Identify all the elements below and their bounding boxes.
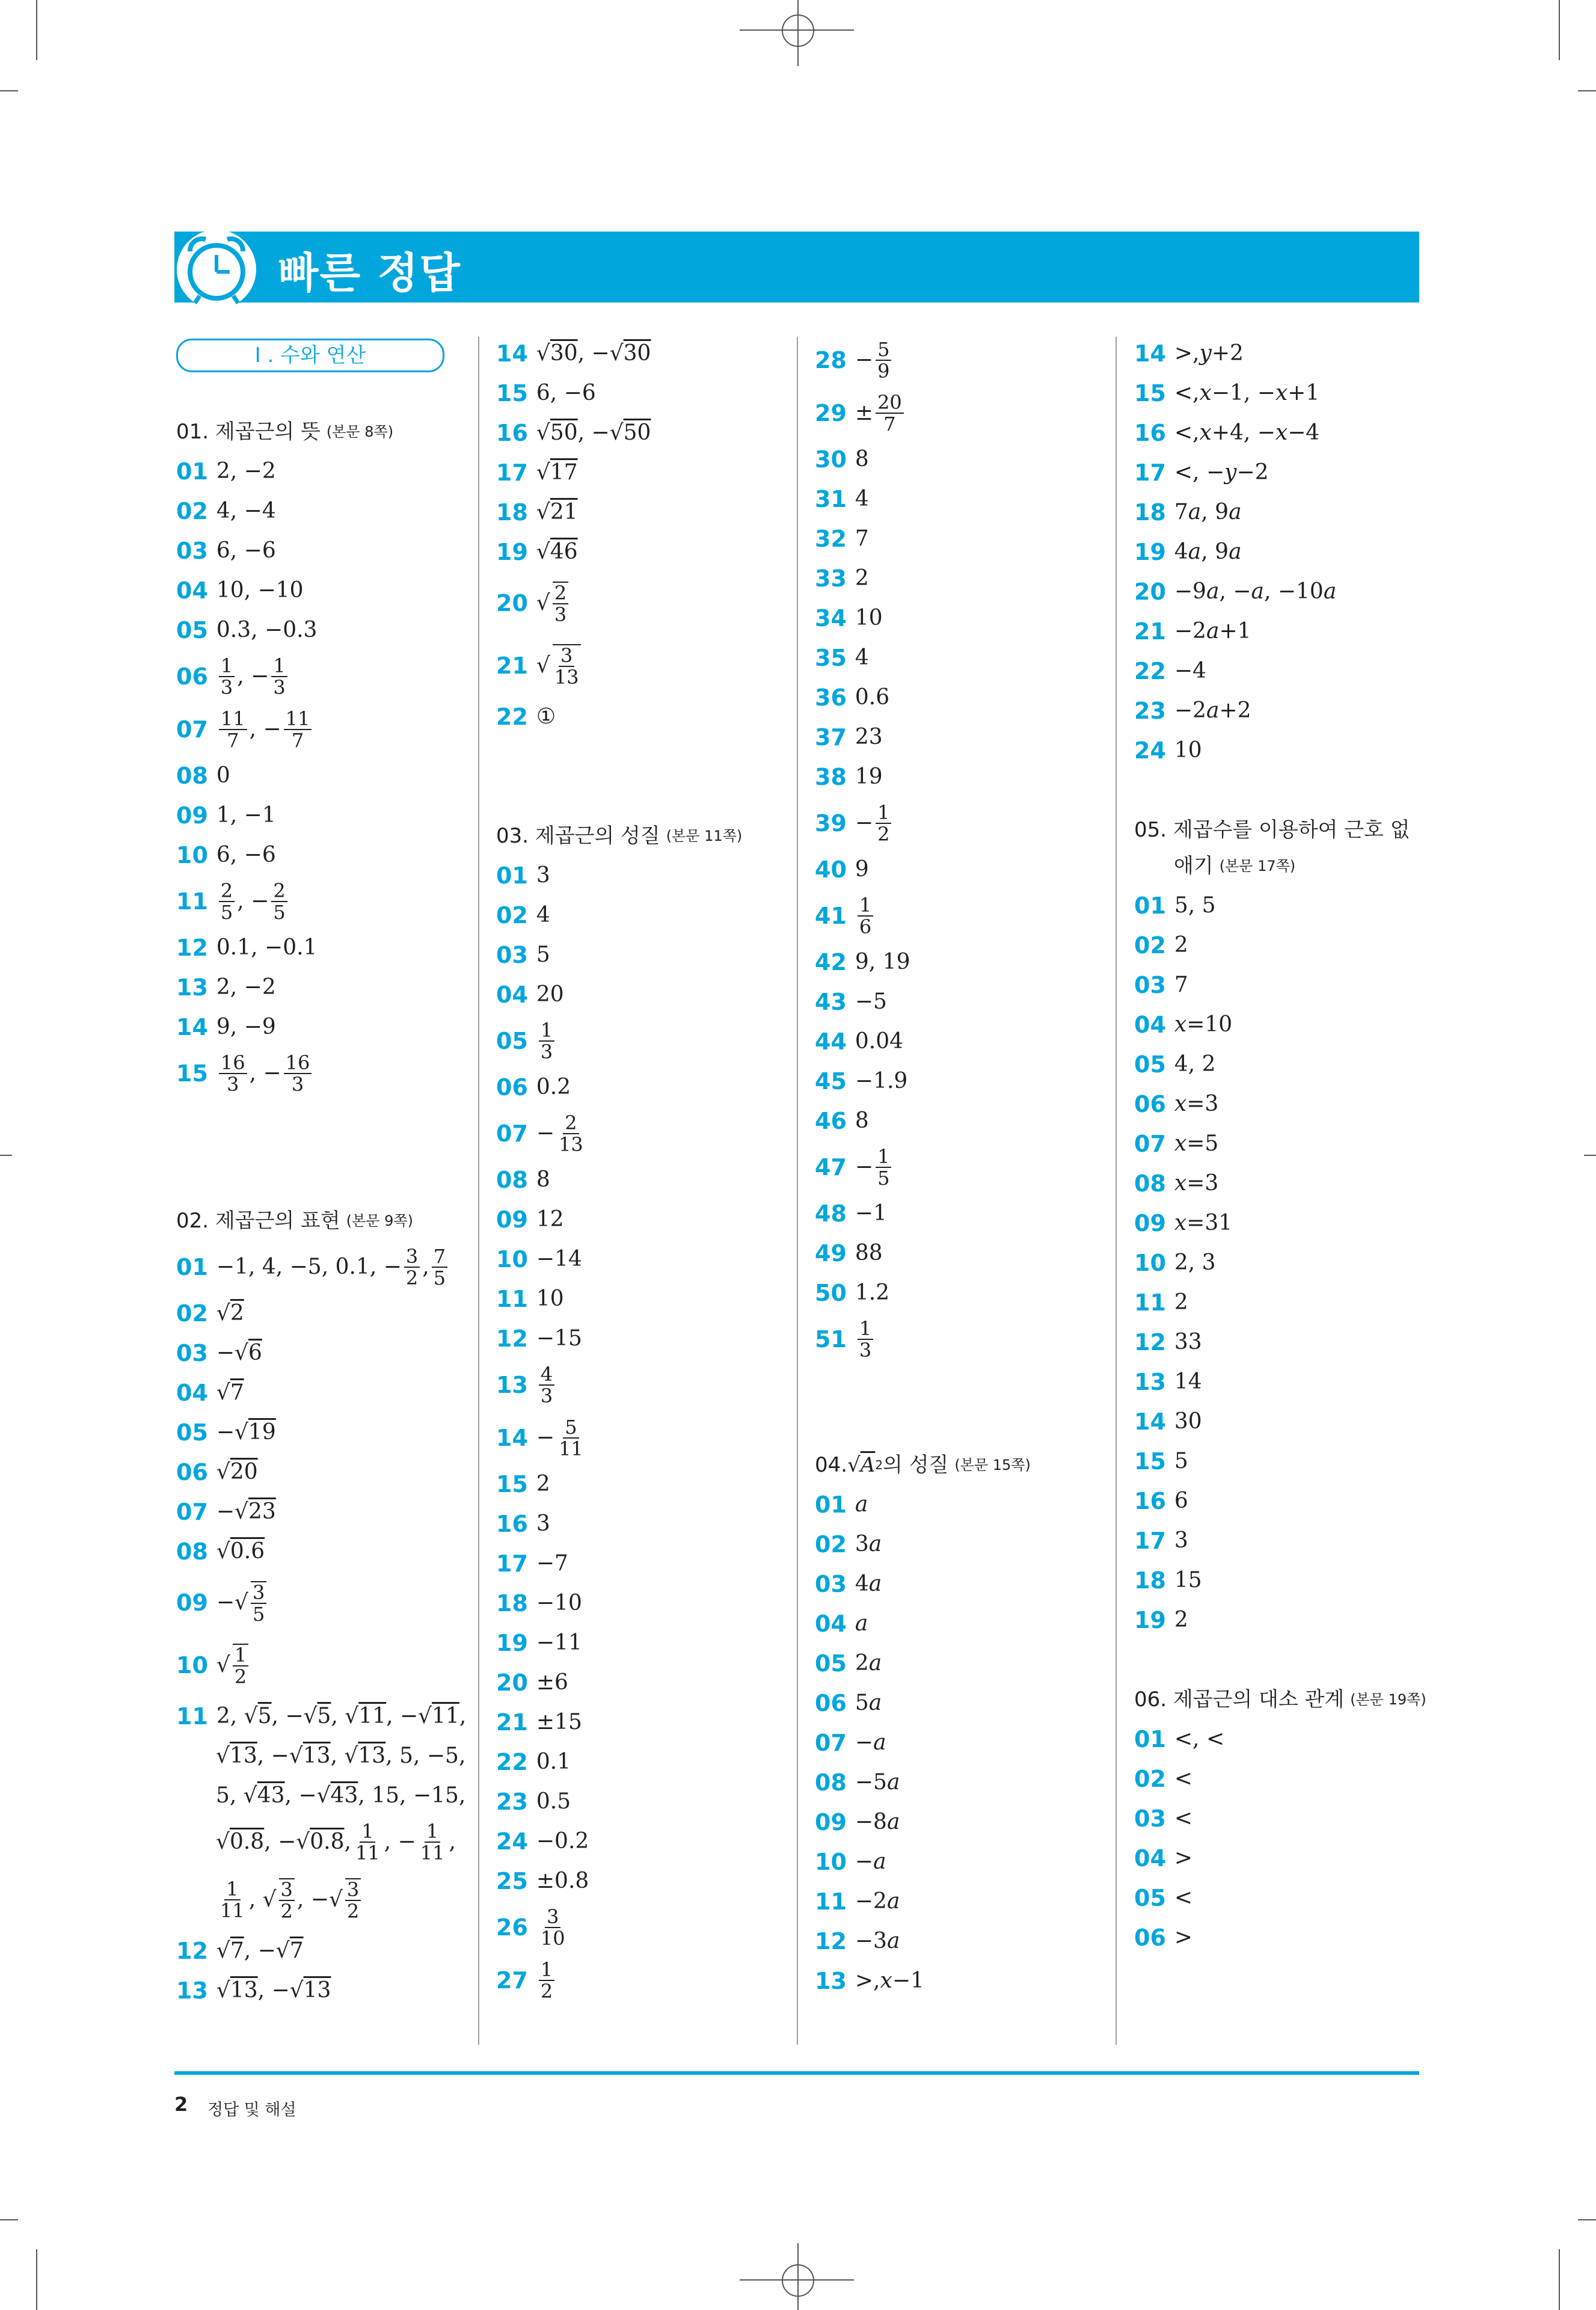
answer-row: 21 ±15 <box>496 1709 582 1736</box>
answer-row: 01 −1, 4, −5, 0.1, − $\frac{3}{2}$ , $\frac{7}{5}$ <box>176 1241 474 1294</box>
answer-row: 33 2 <box>815 565 869 592</box>
answer-row: 14 >, y +2 <box>1134 340 1244 367</box>
answer-row: 07 − $\frac{2}{13}$ <box>496 1111 583 1156</box>
answer-continuation: √ 13 , −√ 13 , √ 13 , 5, −5, <box>216 1743 466 1768</box>
answer-row: 17 3 <box>1134 1528 1188 1554</box>
answer-row: 06 5 a <box>815 1690 882 1716</box>
answer-row: 16 3 <box>496 1511 550 1537</box>
answer-row: 34 10 <box>815 605 883 631</box>
answer-row: 12 −15 <box>496 1325 582 1352</box>
answer-row: 12 33 <box>1134 1329 1202 1356</box>
answer-row: 08 −5 a <box>815 1769 900 1796</box>
crop-mark <box>1584 1155 1596 1156</box>
column-1 <box>176 334 474 2010</box>
answer-row: 09 1, −1 <box>176 802 276 829</box>
answer-row: 30 8 <box>815 446 869 473</box>
registration-mark <box>740 29 854 31</box>
answer-row: 06 > <box>1134 1924 1193 1951</box>
unit-label: I . 수와 연산 <box>176 339 444 372</box>
answer-row: 21 −2 a +1 <box>1134 618 1251 645</box>
registration-mark <box>797 0 799 66</box>
answer-row: 36 0.6 <box>815 684 890 711</box>
answer-continuation: 5, √ 43 , −√ 43 , 15, −15, <box>216 1783 466 1808</box>
answer-row: 19 4 a , 9 a <box>1134 539 1242 565</box>
answer-row: 20 ±6 <box>496 1670 568 1696</box>
answer-row: 16 6 <box>1134 1488 1188 1514</box>
answer-row: 38 19 <box>815 764 883 790</box>
answer-row: 09 −8 a <box>815 1809 900 1835</box>
answer-row: 13 $\frac{4}{3}$ <box>496 1359 794 1411</box>
answer-row: 19 2 <box>1134 1607 1188 1633</box>
section-title: 02. 제곱근의 표현 (본문 9쪽) <box>176 1209 413 1233</box>
answer-row: 49 88 <box>815 1240 883 1267</box>
answer-row: 12 −3 a <box>815 1928 900 1955</box>
answer-row: 12 0.1, −0.1 <box>176 935 318 961</box>
footer-rule <box>174 2071 1419 2075</box>
answer-row: 10 −14 <box>496 1246 582 1273</box>
answer-row: 10 − a <box>815 1849 886 1875</box>
answer-row: 28 − $\frac{5}{9}$ <box>815 334 1113 387</box>
answer-row: 32 7 <box>815 526 869 552</box>
answer-row: 19 √ 46 <box>496 539 578 565</box>
crop-mark <box>0 90 18 91</box>
answer-row: 05 $\frac{1}{3}$ <box>496 1015 794 1067</box>
answer-row: 18 √ 21 <box>496 499 578 526</box>
answer-row: 19 −11 <box>496 1630 582 1656</box>
answer-row: 22 0.1 <box>496 1749 571 1775</box>
answer-row: 13 √ 13 , −√ 13 <box>176 1977 331 2004</box>
registration-mark <box>740 2279 854 2281</box>
answer-row: 09 12 <box>496 1206 564 1233</box>
answer-row: 18 7 a , 9 a <box>1134 499 1242 526</box>
answer-row: 48 −1 <box>815 1200 887 1227</box>
crop-mark <box>0 2219 18 2220</box>
answer-row: 07 − a <box>815 1730 886 1756</box>
answer-row: 07 −√ 23 <box>176 1499 276 1525</box>
answer-row: 11 −2 a <box>815 1888 900 1915</box>
answer-row: 08 x =3 <box>1134 1170 1219 1197</box>
section-title: 06. 제곱근의 대소 관계 (본문 19쪽) <box>1134 1688 1426 1712</box>
answer-row: 11 2, √ 5 , −√ 5 , √ 11 , −√ 11 , <box>176 1703 467 1730</box>
answer-row: 46 8 <box>815 1108 869 1134</box>
answer-row: 12 √ 7 , −√ 7 <box>176 1938 304 1964</box>
answer-row: 08 √ 0.6 <box>176 1538 265 1565</box>
answer-row: 11 2 <box>1134 1289 1188 1316</box>
answer-row: 20 −9 a , − a , −10 a <box>1134 579 1337 605</box>
answer-row: 14 9, −9 <box>176 1014 276 1040</box>
answer-row: 01 a <box>815 1491 868 1518</box>
answer-row: 21 √ $\frac{3}{13}$ <box>496 634 794 697</box>
answer-row: 23 0.5 <box>496 1789 571 1815</box>
answer-continuation: √ 0.8 , −√ 0.8 , $\frac{1}{11}$ , − $\frac{1}{11}$ , <box>216 1820 456 1864</box>
answer-row: 04 10, −10 <box>176 577 304 604</box>
answer-row: 10 2, 3 <box>1134 1250 1216 1276</box>
answer-row: 29 ± $\frac{20}{7}$ <box>815 387 1113 440</box>
answer-row: 16 √ 50 , −√ 50 <box>496 420 651 446</box>
answer-row: 37 23 <box>815 724 883 751</box>
answer-continuation: $\frac{1}{11}$ , √ $\frac{3}{2}$ , −√ $\frac{3}{2}$ <box>176 1869 474 1931</box>
answer-row: 04 x =10 <box>1134 1012 1233 1038</box>
page-title: 빠른 정답 <box>278 248 461 298</box>
answer-row: 18 15 <box>1134 1567 1202 1594</box>
answer-row: 02 4, −4 <box>176 498 276 524</box>
answer-row: 07 x =5 <box>1134 1131 1219 1157</box>
section-title: 05. 제곱수를 이용하여 근호 없 <box>1134 818 1410 842</box>
answer-row: 05 −√ 19 <box>176 1419 276 1446</box>
crop-mark <box>0 1155 12 1156</box>
answer-row: 15 2 <box>496 1471 550 1498</box>
answer-row: 15 6, −6 <box>496 380 596 407</box>
answer-row: 47 − $\frac{1}{5}$ <box>815 1141 1113 1194</box>
answer-row: 26 $\frac{3}{10}$ <box>496 1905 565 1950</box>
answer-row: 03 7 <box>1134 972 1188 998</box>
answer-row: 44 0.04 <box>815 1028 904 1055</box>
answer-row: 22 −4 <box>1134 658 1206 684</box>
answer-row: 01 2, −2 <box>176 458 276 485</box>
answer-row: 16 <, x +4, − x −4 <box>1134 420 1320 446</box>
answer-row: 10 6, −6 <box>176 842 276 868</box>
section-title: 03. 제곱근의 성질 (본문 11쪽) <box>496 824 743 848</box>
answer-row: 14 √ 30 , −√ 30 <box>496 340 651 367</box>
answer-row: 09 −√ $\frac{3}{5}$ <box>176 1571 474 1634</box>
answer-row: 17 √ 17 <box>496 459 578 486</box>
crop-mark <box>36 2249 37 2310</box>
answer-row: 02 2 <box>1134 932 1188 959</box>
answer-row: 42 9, 19 <box>815 949 910 975</box>
crop-mark <box>1578 90 1596 91</box>
crop-mark <box>36 0 37 60</box>
crop-mark <box>1578 2219 1596 2220</box>
answer-row: 14 30 <box>1134 1408 1202 1435</box>
answer-row: 02 < <box>1134 1766 1193 1792</box>
answer-row: 39 − $\frac{1}{2}$ <box>815 797 1113 850</box>
answer-row: 02 √ 2 <box>176 1300 244 1327</box>
answer-row: 27 $\frac{1}{2}$ <box>496 1954 794 2007</box>
answer-row: 17 <, − y −2 <box>1134 459 1269 486</box>
answer-row: 20 √ $\frac{2}{3}$ <box>496 572 794 634</box>
answer-row: 03 5 <box>496 942 550 968</box>
answer-row: 06 x =3 <box>1134 1091 1219 1117</box>
page-number: 2 <box>174 2093 188 2116</box>
answer-row: 05 < <box>1134 1885 1193 1911</box>
answer-row: 01 3 <box>496 862 550 889</box>
answer-row: 15 $\frac{16}{3}$ , − $\frac{16}{3}$ <box>176 1047 474 1100</box>
answer-row: 51 $\frac{1}{3}$ <box>815 1313 1113 1366</box>
answer-row: 24 −0.2 <box>496 1828 589 1855</box>
answer-row: 10 √ $\frac{1}{2}$ <box>176 1634 474 1697</box>
answer-row: 09 x =31 <box>1134 1210 1233 1236</box>
answer-row: 06 √ 20 <box>176 1459 258 1485</box>
answer-row: 11 $\frac{2}{5}$ , − $\frac{2}{5}$ <box>176 875 474 928</box>
answer-row: 50 1.2 <box>815 1280 890 1306</box>
answer-row: 04 > <box>1134 1845 1193 1872</box>
answer-row: 11 10 <box>496 1286 564 1312</box>
answer-row: 02 3 a <box>815 1531 882 1558</box>
answer-row: 01 <, < <box>1134 1726 1225 1752</box>
answer-row: 02 4 <box>496 902 550 929</box>
answer-row: 15 5 <box>1134 1448 1188 1475</box>
answer-row: 06 $\frac{1}{3}$ , − $\frac{1}{3}$ <box>176 650 474 703</box>
column-divider <box>478 337 479 2045</box>
answer-row: 25 ±0.8 <box>496 1868 589 1894</box>
answer-row: 31 4 <box>815 486 869 512</box>
answer-row: 17 −7 <box>496 1550 568 1577</box>
section-title: 01. 제곱근의 뜻 (본문 8쪽) <box>176 420 394 444</box>
footer-label: 정답 및 해설 <box>207 2101 296 2119</box>
answer-row: 43 −5 <box>815 989 887 1015</box>
answer-row: 03 < <box>1134 1805 1193 1832</box>
answer-row: 13 2, −2 <box>176 974 276 1001</box>
answer-row: 24 10 <box>1134 737 1202 764</box>
answer-row: 40 9 <box>815 856 869 883</box>
alarm-clock-icon <box>174 227 259 312</box>
answer-row: 05 2 a <box>815 1650 882 1677</box>
answer-row: 22 ① <box>496 704 556 730</box>
answer-row: 15 <, x −1, − x +1 <box>1134 380 1320 407</box>
column-3 <box>815 334 1113 2001</box>
answer-row: 06 0.2 <box>496 1074 571 1101</box>
answer-row: 41 $\frac{1}{6}$ <box>815 889 1113 942</box>
answer-row: 03 −√ 6 <box>176 1340 262 1366</box>
answer-row: 13 14 <box>1134 1369 1202 1395</box>
answer-row: 03 6, −6 <box>176 538 276 564</box>
column-2 <box>496 334 794 2007</box>
answer-row: 45 −1.9 <box>815 1068 908 1095</box>
answer-row: 05 0.3, −0.3 <box>176 617 318 644</box>
answer-row: 08 0 <box>176 763 230 789</box>
answer-row: 04 20 <box>496 981 564 1008</box>
answer-row: 13 >, x −1 <box>815 1968 924 1994</box>
answer-row: 04 √ 7 <box>176 1380 244 1406</box>
column-divider <box>1116 337 1117 2045</box>
answer-row: 03 4 a <box>815 1571 882 1597</box>
section-title: 애기 (본문 17쪽) <box>1174 854 1296 878</box>
answer-row: 35 4 <box>815 645 869 671</box>
column-divider <box>797 337 798 2045</box>
crop-mark <box>1559 2249 1560 2310</box>
registration-mark <box>797 2243 799 2310</box>
answer-row: 05 4, 2 <box>1134 1051 1216 1078</box>
crop-mark <box>1559 0 1560 60</box>
answer-row: 01 5, 5 <box>1134 892 1216 919</box>
answer-row: 07 $\frac{11}{7}$ , − $\frac{11}{7}$ <box>176 703 474 756</box>
column-4 <box>1134 334 1426 1958</box>
answer-row: 18 −10 <box>496 1590 582 1617</box>
answer-row: 23 −2 a +2 <box>1134 698 1251 724</box>
answer-row: 04 a <box>815 1611 868 1637</box>
section-title: 04. √ A 2 의 성질 (본문 15쪽) <box>815 1453 1031 1477</box>
answer-row: 08 8 <box>496 1167 550 1193</box>
answer-row: 14 − $\frac{5}{11}$ <box>496 1416 583 1460</box>
